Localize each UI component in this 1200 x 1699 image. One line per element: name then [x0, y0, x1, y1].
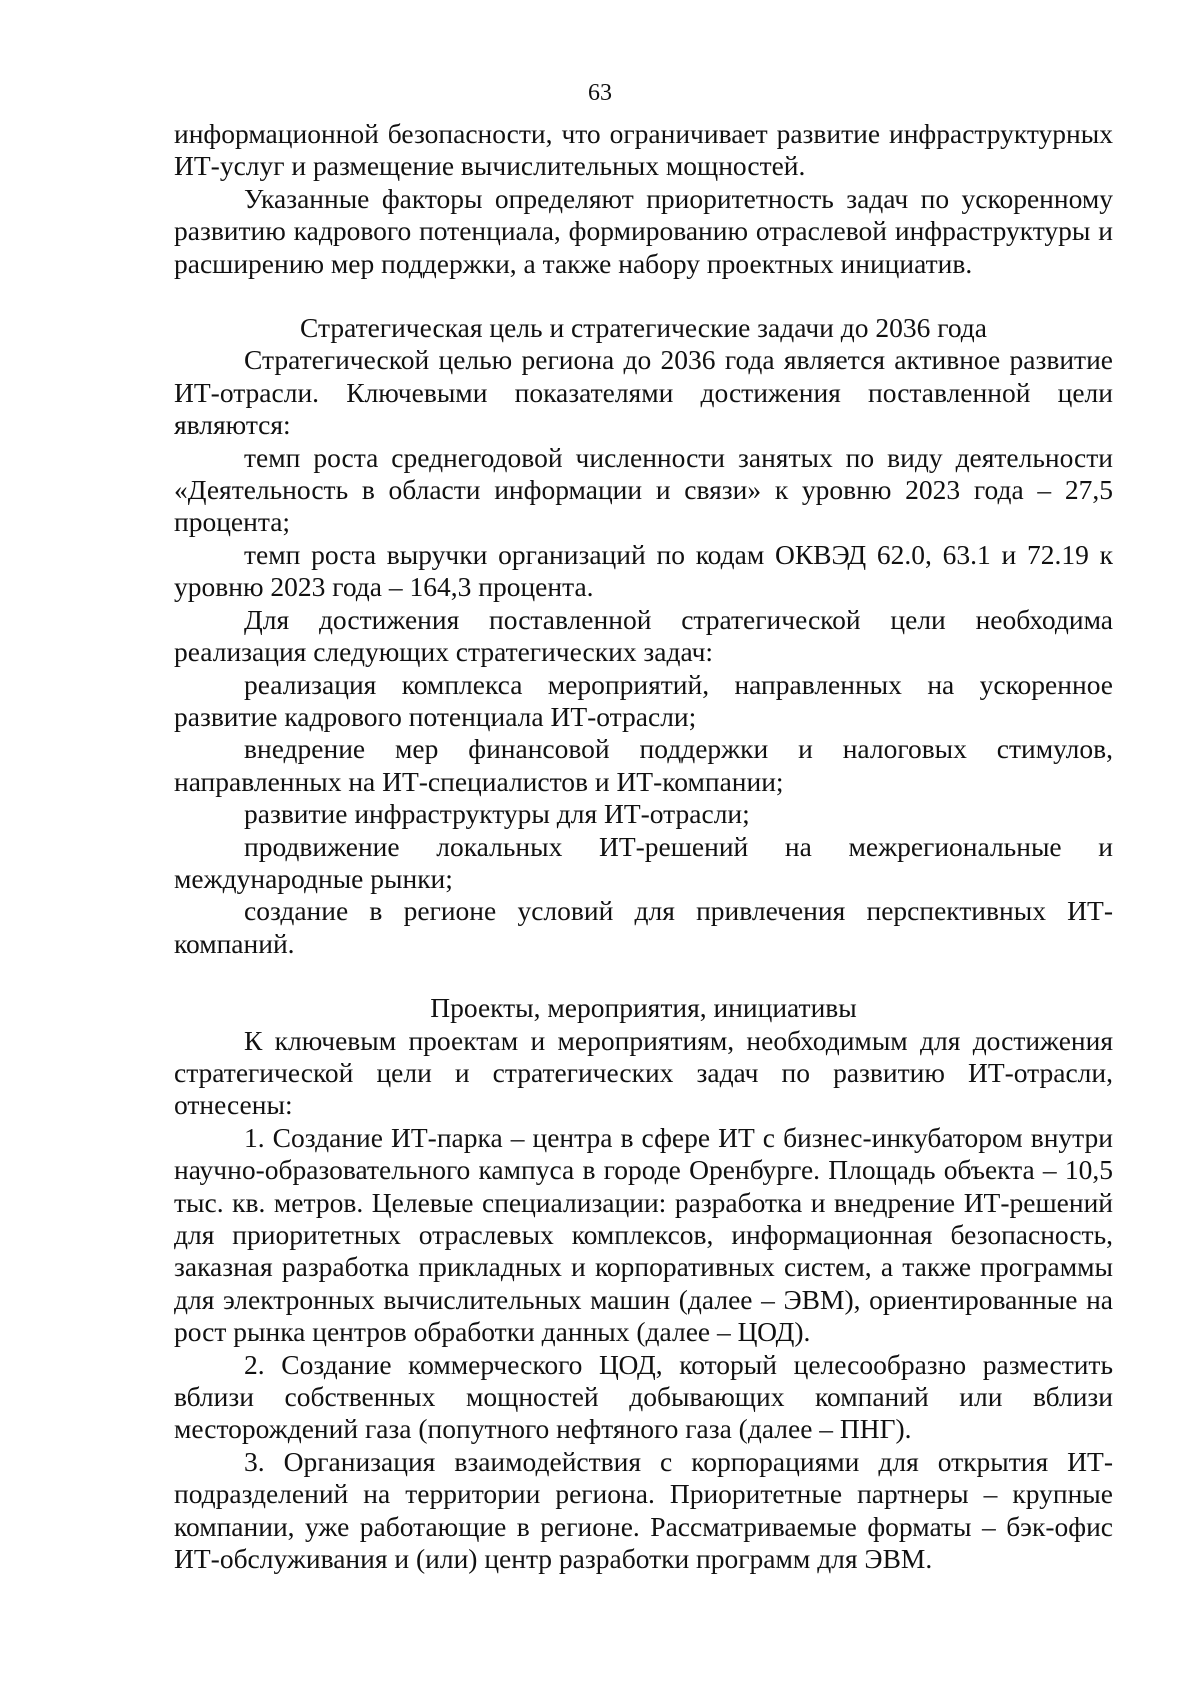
- paragraph: Указанные факторы определяют приоритетность задач по ускоренному развитию кадрового потенциала, формированию отраслевой инфраструктуры и расширению мер поддержки, а также набору проектных инициатив.: [174, 182, 1113, 279]
- numbered-item: 2. Создание коммерческого ЦОД, который целесообразно разместить вблизи собственных мощностей добывающих компаний или вблизи месторождений газа (попутного нефтяного газа (далее – ПНГ).: [174, 1348, 1113, 1445]
- paragraph: К ключевым проектам и мероприятиям, необходимым для достижения стратегической цели и стратегических задач по развитию ИТ-отрасли, отнесены:: [174, 1024, 1113, 1121]
- list-item: создание в регионе условий для привлечения перспективных ИТ-компаний.: [174, 895, 1113, 959]
- numbered-item: 1. Создание ИТ-парка – центра в сфере ИТ с бизнес-инкубатором внутри научно-образовательного кампуса в городе Оренбурге. Площадь объекта – 10,5 тыс. кв. метров. Целевые специализации: разработка и внедрение ИТ-решений для приоритетных отраслевых комплексов, информационная безопасность, заказная разработка прикладных и корпоративных систем, а также программы для электронных вычислительных машин (далее – ЭВМ), ориентированные на рост рынка центров обработки данных (далее – ЦОД).: [174, 1121, 1113, 1348]
- list-item: реализация комплекса мероприятий, направленных на ускоренное развитие кадрового потенциала ИТ-отрасли;: [174, 668, 1113, 732]
- list-item: развитие инфраструктуры для ИТ-отрасли;: [244, 798, 750, 830]
- list-item: темп роста выручки организаций по кодам ОКВЭД 62.0, 63.1 и 72.19 к уровню 2023 года – 164,3 процента.: [174, 538, 1113, 603]
- paragraph: Для достижения поставленной стратегической цели необходима реализация следующих стратегических задач:: [174, 603, 1113, 668]
- numbered-item: 3. Организация взаимодействия с корпорациями для открытия ИТ-подразделений на территории региона. Приоритетные партнеры – крупные компании, уже работающие в регионе. Рассматриваемые форматы – бэк-офис ИТ-обслуживания и (или) центр разработки программ для ЭВМ.: [174, 1445, 1113, 1575]
- section-heading: Проекты, мероприятия, инициативы: [430, 992, 857, 1024]
- paragraph: Стратегической целью региона до 2036 года является активное развитие ИТ-отрасли. Ключевыми показателями достижения поставленной цели являются:: [174, 344, 1113, 441]
- paragraph: информационной безопасности, что ограничивает развитие инфраструктурных ИТ-услуг и размещение вычислительных мощностей.: [174, 118, 1113, 182]
- list-item: продвижение локальных ИТ-решений на межрегиональные и международные рынки;: [174, 830, 1113, 894]
- list-item: внедрение мер финансовой поддержки и налоговых стимулов, направленных на ИТ-специалистов и ИТ-компании;: [174, 733, 1113, 797]
- section-heading: Стратегическая цель и стратегические задачи до 2036 года: [300, 312, 987, 344]
- page-number: 63: [588, 80, 612, 106]
- list-item: темп роста среднегодовой численности занятых по виду деятельности «Деятельность в области информации и связи» к уровню 2023 года – 27,5 процента;: [174, 441, 1113, 538]
- document-body: [174, 118, 1113, 1575]
